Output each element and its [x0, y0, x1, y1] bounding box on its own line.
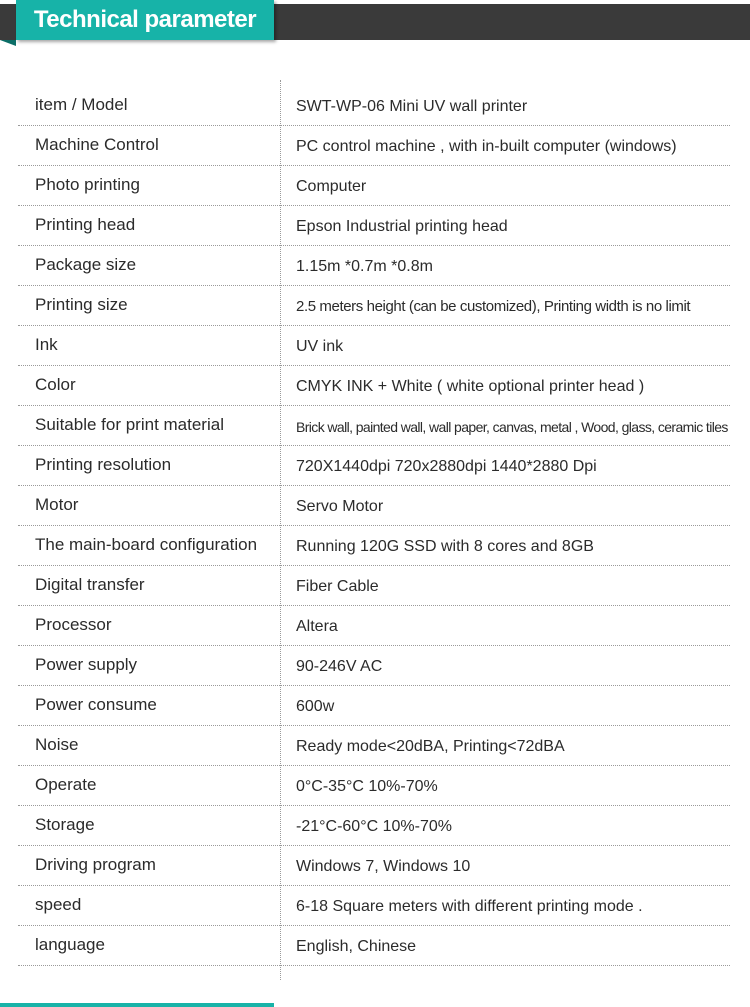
table-row	[18, 126, 730, 166]
spec-value: Running 120G SSD with 8 cores and 8GB	[296, 538, 594, 555]
spec-value: -21°C-60°C 10%-70%	[296, 818, 452, 835]
table-row	[18, 606, 730, 646]
spec-label: Printing resolution	[35, 455, 172, 474]
table-row	[18, 486, 730, 526]
spec-value: Computer	[296, 178, 367, 195]
table-row	[18, 326, 730, 366]
spec-value: Windows 7, Windows 10	[296, 858, 471, 875]
table-row	[18, 446, 730, 486]
spec-label: Processor	[35, 615, 112, 634]
table-row	[18, 206, 730, 246]
spec-value: 2.5 meters height (can be customized), Printing width is no limit	[296, 298, 691, 315]
spec-value: CMYK INK + White ( white optional printer head )	[296, 378, 645, 395]
spec-label: Machine Control	[35, 135, 159, 154]
spec-label: Power supply	[35, 655, 138, 674]
table-row	[18, 886, 730, 926]
spec-label: Printing size	[35, 295, 128, 314]
spec-value: Altera	[296, 618, 338, 635]
spec-label: Printing head	[35, 215, 136, 234]
spec-value: Fiber Cable	[296, 578, 379, 595]
spec-label: Package size	[35, 255, 137, 274]
title-tab-fold	[0, 40, 16, 46]
spec-label: Motor	[35, 495, 79, 514]
table-row	[18, 806, 730, 846]
footer-accent-line	[0, 1003, 274, 1007]
spec-label: Storage	[35, 815, 95, 834]
spec-label: Operate	[35, 775, 97, 794]
spec-value: Ready mode<20dBA, Printing<72dBA	[296, 738, 565, 755]
spec-value: Brick wall, painted wall, wall paper, canvas, metal , Wood, glass, ceramic tiles	[296, 419, 728, 435]
table-row	[18, 846, 730, 886]
table-row	[18, 286, 730, 326]
spec-label: The main-board configuration	[35, 535, 258, 554]
spec-label: speed	[35, 895, 82, 914]
spec-value: SWT-WP-06 Mini UV wall printer	[296, 98, 528, 115]
table-row	[18, 246, 730, 286]
page-title: Technical parameter	[33, 6, 257, 33]
table-row	[18, 926, 730, 966]
spec-label: Noise	[35, 735, 79, 754]
table-row	[18, 166, 730, 206]
spec-value: 1.15m *0.7m *0.8m	[296, 258, 433, 275]
spec-value: PC control machine , with in-built computer (windows)	[296, 138, 677, 155]
spec-label: Ink	[35, 335, 58, 354]
spec-label: Driving program	[35, 855, 156, 874]
spec-value: 0°C-35°C 10%-70%	[296, 778, 438, 795]
spec-value: Epson Industrial printing head	[296, 218, 508, 235]
spec-label: language	[35, 935, 105, 954]
spec-label: Color	[35, 375, 76, 394]
spec-value: 600w	[296, 698, 335, 715]
spec-value: Servo Motor	[296, 498, 384, 515]
spec-label: Photo printing	[35, 175, 140, 194]
spec-value: English, Chinese	[296, 938, 417, 955]
spec-label: Power consume	[35, 695, 157, 714]
spec-value: 90-246V AC	[296, 658, 383, 675]
spec-value: UV ink	[296, 338, 344, 355]
table-row	[18, 86, 730, 126]
table-row	[18, 646, 730, 686]
table-row	[18, 726, 730, 766]
table-row	[18, 566, 730, 606]
table-row	[18, 766, 730, 806]
spec-label: Suitable for print material	[35, 415, 224, 434]
table-row	[18, 526, 730, 566]
spec-value: 720X1440dpi 720x2880dpi 1440*2880 Dpi	[296, 458, 597, 475]
spec-label: item / Model	[35, 95, 128, 114]
spec-table	[18, 86, 730, 966]
table-row	[18, 686, 730, 726]
spec-value: 6-18 Square meters with different printing mode .	[296, 898, 643, 915]
spec-label: Digital transfer	[35, 575, 145, 594]
table-row	[18, 406, 730, 446]
table-row	[18, 366, 730, 406]
